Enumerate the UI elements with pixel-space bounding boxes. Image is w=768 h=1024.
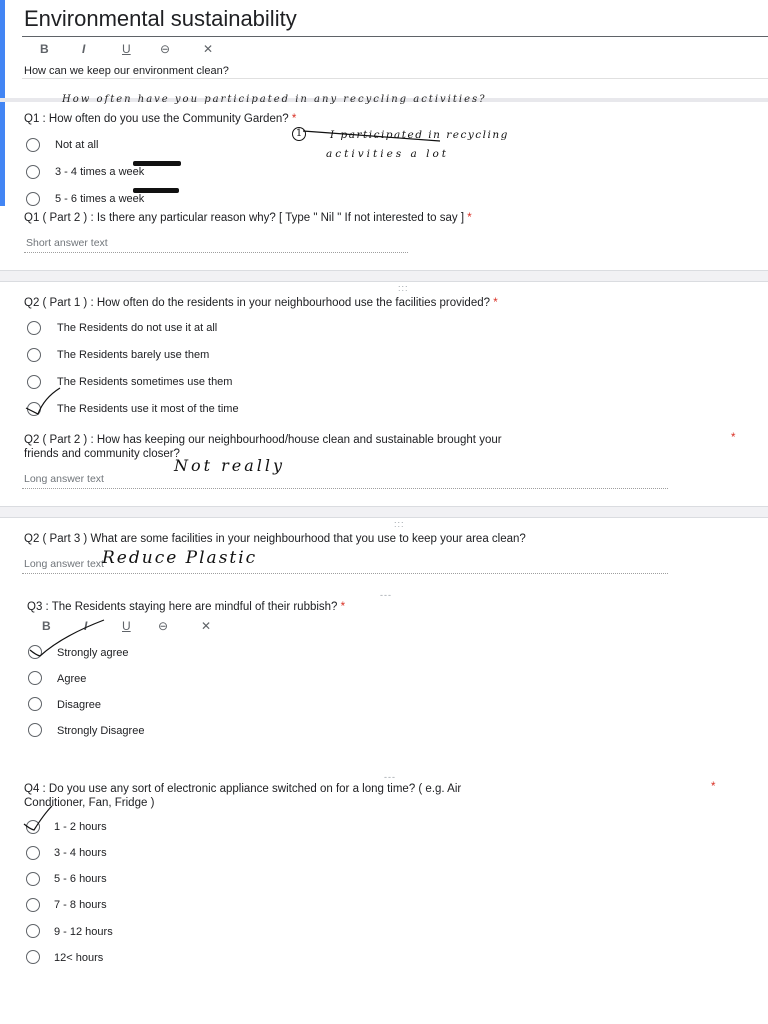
checkmark-icon (24, 806, 52, 830)
q2a-option-3-label: The Residents sometimes use them (57, 376, 233, 388)
q2c-long-answer[interactable]: Long answer text (24, 558, 104, 570)
required-mark: * (711, 781, 716, 793)
q4-option-2-label: 3 - 4 hours (54, 847, 107, 859)
q4-option-3-label: 5 - 6 hours (54, 873, 107, 885)
q2b-question-line2: friends and community closer? (24, 448, 180, 460)
q4-question-line2: Conditioner, Fan, Fridge ) (24, 797, 155, 809)
link-icon[interactable]: ⊖ (158, 619, 169, 633)
q1-option-3-label: 5 - 6 times a week (55, 193, 145, 205)
checkmark-icon (30, 620, 104, 656)
annotation-marker: 1 (292, 127, 306, 141)
drag-handle-icon[interactable]: ::: (398, 283, 409, 293)
drag-handle-icon[interactable]: --- (380, 590, 392, 600)
handwritten-header: How often have you participated in any recycling activities? (62, 94, 487, 105)
clear-format-icon[interactable]: ✕ (201, 619, 212, 633)
q1b-question-text: Q1 ( Part 2 ) : Is there any particular reason why? [ Type " Nil " If not interested to say ] (24, 212, 465, 224)
q3-option-4-label: Strongly Disagree (57, 725, 145, 737)
q4-option-4-label: 7 - 8 hours (54, 899, 107, 911)
form-title[interactable]: Environmental sustainability (24, 6, 297, 31)
q2a-option-2-label: The Residents barely use them (57, 349, 210, 361)
handwritten-answer: Reduce Plastic (102, 548, 258, 568)
underline-button[interactable]: U (122, 619, 131, 633)
annotation-stroke (303, 131, 440, 141)
italic-button[interactable]: I (82, 42, 86, 56)
q4-question-line1: Q4 : Do you use any sort of electronic appliance switched on for a long time? ( e.g. Air (24, 783, 462, 795)
q2b-question-line1: Q2 ( Part 2 ) : How has keeping our neighbourhood/house clean and sustainable brought your (24, 434, 502, 446)
q1b-short-answer[interactable]: Short answer text (26, 237, 108, 249)
q2b-long-answer[interactable]: Long answer text (24, 473, 104, 485)
q2a-option-1-label: The Residents do not use it at all (57, 322, 218, 334)
clear-format-icon[interactable]: ✕ (203, 42, 214, 56)
checkmark-icon (26, 388, 60, 414)
handwritten-answer: Not really (174, 456, 286, 475)
required-mark: * (291, 113, 297, 125)
link-icon[interactable]: ⊖ (160, 42, 171, 56)
q1-option-1-label: Not at all (55, 139, 99, 151)
handwritten-annotation-line1: I participated in recycling (330, 129, 509, 141)
q4-option-5-label: 9 - 12 hours (54, 926, 113, 938)
required-mark: * (731, 432, 736, 444)
q1-question-text: Q1 : How often do you use the Community Garden? (24, 113, 289, 125)
q3-option-3-label: Disagree (57, 699, 102, 711)
handwritten-annotation-line2: activities a lot (326, 148, 450, 160)
underline-button[interactable]: U (122, 42, 131, 56)
q3-option-2-label: Agree (57, 673, 87, 685)
required-mark: * (493, 297, 498, 309)
italic-button[interactable]: I (84, 619, 88, 633)
required-mark: * (467, 212, 472, 224)
q2a-option-4-label: The Residents use it most of the time (57, 403, 239, 415)
required-mark: * (340, 601, 346, 613)
bold-button[interactable]: B (40, 42, 49, 56)
q4-option-6-label: 12< hours (54, 952, 104, 964)
drag-handle-icon[interactable]: --- (384, 772, 396, 782)
q3-option-1-label: Strongly agree (57, 647, 129, 659)
q3-question-text: Q3 : The Residents staying here are mindful of their rubbish? (27, 601, 338, 613)
q2c-question: Q2 ( Part 3 ) What are some facilities in your neighbourhood that you use to keep your area clean? (24, 533, 526, 545)
form-description[interactable]: How can we keep our environment clean? (24, 65, 229, 77)
q2a-question-text: Q2 ( Part 1 ) : How often do the residents in your neighbourhood use the facilities provided? (24, 297, 491, 309)
q4-option-1-label: 1 - 2 hours (54, 821, 107, 833)
drag-handle-icon[interactable]: ::: (394, 519, 405, 529)
bold-button[interactable]: B (42, 619, 51, 633)
q1-option-2-label: 3 - 4 times a week (55, 166, 145, 178)
